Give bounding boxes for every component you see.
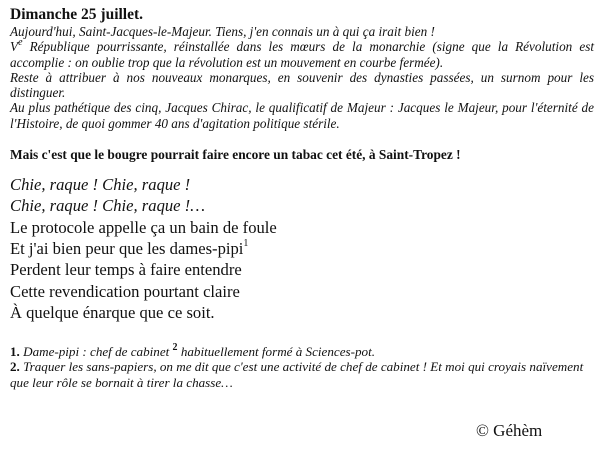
- footnote-ref-2: 2: [172, 341, 178, 353]
- poem-line-3: Le protocole appelle ça un bain de foule: [10, 217, 277, 237]
- footnotes: [10, 341, 594, 390]
- footnote-1-number: 1.: [10, 344, 20, 360]
- poem-line-5: Perdent leur temps à faire entendre: [10, 260, 242, 280]
- poem-line-1: Chie, raque ! Chie, raque !: [10, 175, 191, 195]
- intro-paragraphs: [10, 24, 594, 131]
- footnote-ref-1: 1: [243, 238, 249, 250]
- highlight-sentence: Mais c'est que le bougre pourrait faire encore un tabac cet été, à Saint-Tropez !: [10, 147, 461, 163]
- footnote-1-text-end: habituellement formé à Sciences-pot.: [177, 344, 375, 360]
- footnote-1: [10, 341, 594, 360]
- footnote-2-text: Traquer les sans-papiers, on me dit que c'est une activité de chef de cabinet ! Et moi qui croyais naïvement que leur rôle se bornait à tirer la chasse…: [10, 359, 584, 390]
- poem-line-4-text: Et j'ai bien peur que les dames-pipi: [10, 238, 244, 258]
- footnote-2-number: 2.: [10, 359, 20, 375]
- footnote-1-text: Dame-pipi : chef de cabinet: [23, 344, 173, 360]
- poem: [10, 174, 594, 323]
- copyright-signature: © Géhèm: [476, 421, 543, 440]
- document-page: [10, 6, 594, 390]
- intro-paragraph-2: [10, 36, 594, 70]
- poem-line-6: Cette revendication pourtant claire: [10, 281, 240, 301]
- republic-numeral: V: [10, 39, 19, 55]
- poem-line-7: À quelque énarque que ce soit.: [10, 302, 215, 322]
- intro-paragraph-4: Au plus pathétique des cinq, Jacques Chirac, le qualificatif de Majeur : Jacques le Majeur, pour l'éternité de l'Histoire, de quoi gommer 40 ans d'agitation politique stérile.: [10, 100, 594, 131]
- republic-numeral-suffix: e: [18, 36, 23, 48]
- poem-line-2: Chie, raque ! Chie, raque !…: [10, 196, 205, 216]
- footnote-2: [10, 359, 594, 390]
- poem-line-4: [10, 238, 594, 259]
- intro-paragraph-3: Reste à attribuer à nos nouveaux monarques, en souvenir des dynasties passées, un surnom pour les distinguer.: [10, 69, 594, 101]
- entry-date: Dimanche 25 juillet.: [10, 6, 144, 23]
- intro-paragraph-2-text: République pourrissante, réinstallée dans les mœurs de la monarchie (signe que la Révolution est accomplie : on oublie trop que la révolution est un mouvement en courbe fermée).: [10, 39, 594, 70]
- intro-paragraph-1: Aujourd'hui, Saint-Jacques-le-Majeur. Tiens, j'en connais un à qui ça irait bien !: [10, 24, 435, 39]
